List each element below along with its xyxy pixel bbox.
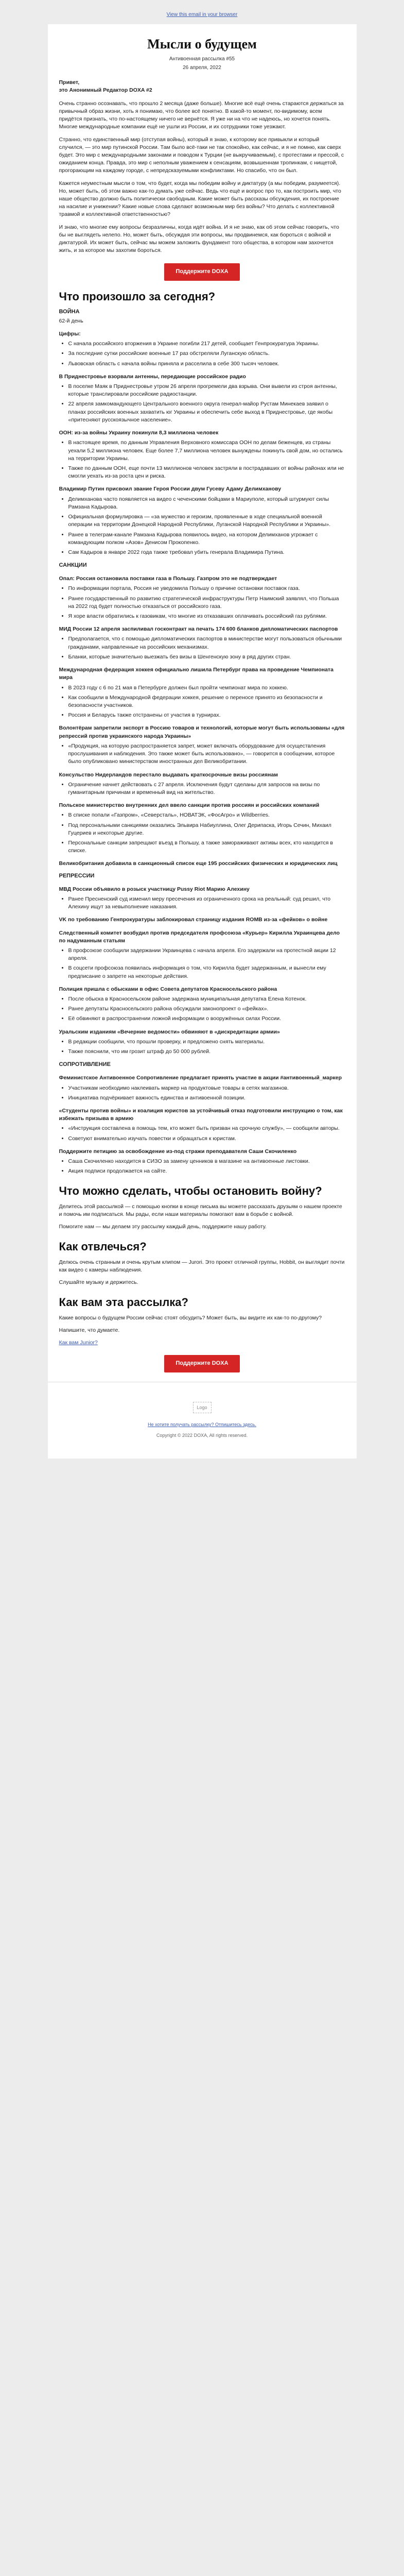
news-item-title: VK по требованию Генпрокуратуры заблокировал страницу издания ROMB из-за «фейков» о войне [59,917,328,923]
list-item: • «Продукция, на которую распространяется запрет, может включать оборудование для осуществления прослушивания и наблюдения. Это также может быть использовано», — говорится в сообщении, которое было опубликовано министерством иностранных дел Великобритании. [68,742,345,766]
body-paragraph: Слушайте музыку и держитесь. [59,1279,138,1286]
news-item-title: Уральским изданиям «Вечерние ведомости» обвиняют в «дискредитации армии» [59,1028,280,1035]
support-doxa-button[interactable]: Поддержите DOXA [164,263,239,281]
news-item-title: Феминистское Антивоенное Сопротивление предлагает принять участие в акции #антивоенный_маркер [59,1075,342,1081]
unsubscribe-text [59,1421,345,1428]
list-item: • В поселке Маяк в Приднестровье утром 26 апреля прогремели два взрыва. Они вывели из строя антенны, которые транслировали российские радиостанции. [68,383,345,398]
resistance-title: СОПРОТИВЛЕНИЕ [59,1061,111,1068]
intro-block [48,79,357,1372]
newsletter-title: Мысли о будущем [147,36,257,52]
greeting [59,79,345,94]
list-item: • Предполагается, что с помощью дипломатических паспортов в министерстве могут пользоваться обычными гражданами, направленные на российских механизмах. [68,635,345,651]
list-item: • Ранее в телеграм-канале Рамзана Кадырова появилось видео, на котором Делимханов угрожает с командующим полком «Азов» Денисом Прокопенко. [68,531,345,547]
cta-wrap [59,263,345,281]
body-paragraph: Напишите, что думаете. [59,1327,120,1333]
list-item: • Ранее государственный по развитию стратегической инфраструктуры Петр Наимский заявлял, что Польша на 2022 год будет полностью отказаться от российского газа. [68,595,345,611]
news-list [68,496,345,557]
list-item: • Её обвиняют в распространении ложной информации о вооружённых силах России. [68,1015,345,1023]
masthead [48,24,357,79]
list-item: • Львовская область с начала войны приняла и расселила в себе 300 тысяч человек. [68,360,345,368]
news-list [68,1158,345,1175]
intro-paragraph: Кажется неуместным мысли о том, что будет, когда мы победим войну и диктатуру (а мы победим, разумеется). Но, может быть, об этом важно как-то думать уже сейчас. Ведь что ещё и вопрос про то, как построить мир, что наше общество должно быть политически свободным. Какие может быть рассказы обсуждения, их построение на насилие и унижении? Какие новые слова сделают возможным мир без войны? Что делать с коллективной травмой и коллективной ответственностью? [59,180,341,218]
section-heading-feedback: Как вам эта рассылка? [59,1296,188,1309]
list-item: • В соцсети профсоюза появилась информация о том, что Кирилла будет задержанным, и вынесли ему предписание о запрете на некоторые действия. [68,964,345,980]
section-heading-distract: Как отвлечься? [59,1240,147,1253]
list-item: • Также по данным ООН, еще почти 13 миллионов человек застряли в пострадавших от войны районах или не смогли уехать из-за роста цен и риска. [68,465,345,480]
news-item-title: Поддержите петицию за освобождение из-под стражи преподавателя Саши Скочиленко [59,1148,297,1155]
list-item: • Россия и Беларусь также отстранены от участия в турнирах. [68,711,345,719]
news-list [68,585,345,620]
news-list [68,995,345,1023]
list-item: • Я хоре власти обратились к газовикам, что многие из отказавших оплачивать российский газ рублями. [68,613,345,620]
section-heading-what-to-do: Что можно сделать, чтобы остановить войну? [59,1184,322,1198]
news-item-title: В Приднестровье взорвали антенны, передающие российское радио [59,373,246,380]
figures-title: Цифры: [59,330,81,337]
list-item: • Ограничение начнет действовать с 27 апреля. Исключения будут сделаны для запросов на визы по гуманитарным причинам и временный вид на жительство. [68,781,345,796]
feedback-link[interactable]: Как вам Junior? [59,1340,98,1346]
greeting-line-1: Привет, [59,79,80,86]
intro-paragraph: И знаю, что многие ему вопросы безразличны, когда идёт война. И я не знаю, как об этом сейчас говорить, что бы не выглядеть нелепо. Но, может быть, обсуждая эти вопросы, мы продвинемся, как бороться с войной и диктатурой. Их может быть, сейчас мы можем заложить фундамент того общества, в котором нам захочется жить, и за которое мы захотим бороться. [59,224,339,254]
news-list [68,439,345,480]
news-item-title: Консульство Нидерландов перестало выдавать краткосрочные визы россиянам [59,771,278,778]
support-doxa-button-bottom[interactable]: Поддержите DOXA [164,1355,239,1372]
body-paragraph: Делюсь очень странным и очень крутым клипом — Jurori. Это проект отличной группы, Hobbit, он выглядит почти как видео с камеры наблюдения. [59,1259,345,1273]
sanctions-title: САНКЦИИ [59,562,87,569]
feedback-link-wrap [59,1339,345,1347]
list-item: • В списке попали «Газпром», «Северсталь», НОВАТЭК, «ФосАгро» и Wildberries. [68,811,345,819]
list-item: • Советуют внимательно изучать повестки и обращаться к юристам. [68,1135,345,1143]
news-item-title: Владимир Путин присвоил звание Героя России двум Гусеву Адаму Делимханову [59,486,282,493]
list-item: • Ранее депутаты Красносельского района обсуждали законопроект о «фейках». [68,1005,345,1013]
news-item-title: Великобритания добавила в санкционный список еще 195 российских физических и юридических лиц [59,860,338,867]
list-item: • Сам Кадыров в январе 2022 года также требовал убить генерала Владимира Путина. [68,549,345,556]
list-item: • Участникам необходимо наклеивать маркер на продуктовые товары в сетях магазинов. [68,1084,345,1092]
intro-paragraph: Странно, что единственный мир (отступая войны), который я знаю, к которому все привыкли и который случился, — это мир путинской России. Там было всё-таки не так спокойно, как сейчас, и я не помню, как сверх будет. Это мир с международными законами и поводом к Турции (не выкручиваемым), с протестами и прессой, с ожиданием конца. Правда, это мир с неполным уважением к сенсациям, возвышеннам тропинкам, с нищетой, прогорающим на каждому городе, с непредсказуемыми конфликтами. Но спасибо, что он был. [59,136,344,174]
list-item: • В настоящее время, по данным Управления Верховного комиссара ООН по делам беженцев, из страны уехали 5,2 миллиона человек. Еще более 7,7 миллиона человек вынуждены покинуть свой дом, но остались на территории Украины. [68,439,345,463]
list-item: • В профсоюзе сообщили задержании Украинцева с начала апреля. Его задержали на протестной акции 12 апреля. [68,947,345,962]
news-list [68,1084,345,1102]
list-item: • С начала российского вторжения в Украине погибли 217 детей, сообщает Генпрокуратура Украины. [68,340,345,348]
list-item: • После обыска в Красносельском районе задержана муниципальная депутатка Елена Котенок. [68,995,345,1003]
list-item: • Бланки, которые значительно выезжать без визы в Шенгенскую зону в ряд других стран. [68,653,345,661]
news-list [68,947,345,980]
intro-paragraph: Очень странно осознавать, что прошло 2 месяца (даже больше). Многие всё ещё очень стараются держаться за привычный образ жизни, хоть я понимаю, что более всё понятно. В какой-то момент, по-видимому, всем придётся признать, что по-настоящему ничего не вернётся. Я уже ни на что не надеюсь, но хочется понять. Многие международные компании ещё не ушли из России, и их сотрудники тоже уезжают. [59,100,344,130]
unsubscribe-link[interactable]: Не хотите получать рассылку? Отпишитесь здесь. [148,1422,256,1428]
war-day: 62-й день [59,317,83,324]
body-paragraph: Помогите нам — мы делаем эту рассылку каждый день, поддержите нашу работу. [59,1224,267,1230]
news-item-title: Опал: Россия остановила поставки газа в Польшу. Газпром это не подтверждает [59,575,277,582]
news-item-title: Следственный комитет возбудил против председателя профсоюза «Курьер» Кирилла Украинцева дело по надуманным статьям [59,929,340,944]
news-list [68,811,345,855]
list-item: • 22 апреля замкомандующего Центрального военного округа генерал-майор Рустам Минекаев заявил о планах российских военных захватить юг Украины и обеспечить себе выход в Приднестровье, где якобы «притесняют русскоязычное население». [68,400,345,424]
view-in-browser-link[interactable]: View this email in your browser [166,12,238,18]
war-title: ВОЙНА [59,308,80,315]
list-item: • За последние сутки российские военные 17 раз обстреляли Луганскую область. [68,350,345,358]
list-item: • Ранее Пресненский суд изменил меру пресечения из ограниченного срока на реальный: суд решил, что Алехину ищут за невыполнение наказания. [68,895,345,911]
news-item-title: «Студенты против войны» и коалиция юристов за устойчивый отказ подготовили инструкцию о том, как избежать призыва в армию [59,1107,343,1122]
list-item: • Персональные санкции запрещают въезд в Польшу, а также замораживают активы всех, кто находится в списке. [68,839,345,855]
greeting-line-2: это Анонимный Редактор DOXA #2 [59,87,152,94]
list-item: • Делимханова часто появляется на видео с чеченскими бойцами в Мариуполе, который штурмуют силы Рамзана Кадырова. [68,496,345,511]
news-list [68,742,345,766]
cta-wrap-bottom [59,1355,345,1372]
list-item: • В 2023 году с 6 по 21 мая в Петербурге должен был пройти чемпионат мира по хоккею. [68,684,345,692]
news-list [68,635,345,661]
list-item: • Инициатива подчёркивает важность единства и антивоенной позиции. [68,1094,345,1102]
email-card [48,24,357,1459]
list-item: • Саша Скочиленко находится в СИЗО за замену ценников в магазине на антивоенные листовки. [68,1158,345,1165]
repressions-title: РЕПРЕССИИ [59,872,95,879]
news-item-title: Волонтёрам запретили экспорт в Россию товаров и технологий, которые могут быть использованы «для репрессий против украинского народа Украины» [59,725,345,739]
issue-date: 26 апреля, 2022 [183,64,221,71]
news-item-title: Полиция пришла с обысками в офис Совета депутатов Красносельского района [59,986,277,992]
list-item: • Акция подписи продолжается на сайте. [68,1167,345,1175]
news-list [68,781,345,796]
copyright: Copyright © 2022 DOXA, All rights reserved. [156,1433,248,1438]
view-in-browser-bar [0,11,404,19]
news-item-title: МВД России объявило в розыск участницу Pussy Riot Марию Алехину [59,886,250,892]
news-item-title: Международная федерация хоккея официально лишила Петербург права на проведение Чемпионата мира [59,667,333,681]
list-item: • Как сообщили в Международной федерации хоккея, решение о переносе принято из безопасности и безопасности участников. [68,694,345,709]
news-list [68,1038,345,1056]
list-item: • В редакции сообщили, что прошли проверку, и предложено снять материалы. [68,1038,345,1046]
news-list [68,383,345,424]
news-item-title: МИД России 12 апреля заспиливал госконтракт на печать 174 600 бланков дипломатических паспортов [59,626,338,633]
figures-list [68,340,345,368]
footer [48,1391,357,1439]
news-item-title: ООН: из-за войны Украину покинули 8,3 миллиона человек [59,430,219,436]
news-list [68,684,345,720]
body-paragraph: Какие вопросы о будущем России сейчас стоят обсудить? Может быть, вы видите их как-то по-другому? [59,1314,322,1321]
news-item-title: Польское министерство внутренних дел ввело санкции против россиян и российских компаний [59,802,320,809]
body-paragraph: Делитесь этой рассылкой — с помощью кнопки в конце письма вы можете рассказать друзьям о нашем проекте и помочь им подписаться. Мы рады, если наши материалы помогают вам в борьбе с войной. [59,1203,342,1217]
news-list [68,895,345,911]
list-item: • По информации портала, Россия не уведомила Польшу о причине остановки поставок газа. [68,585,345,592]
list-item: • Также пояснили, что им грозит штраф до 50 000 рублей. [68,1048,345,1056]
issue-number: Антивоенная рассылка #55 [169,56,235,62]
logo-image: Logo [193,1402,212,1413]
list-item: • Официальная формулировка — «за мужество и героизм, проявленные в ходе специальной военной операции на территории Донецкой Народной Республики, Луганской Народной Республики и Украины». [68,513,345,529]
section-heading-what-happened: Что произошло за сегодня? [59,290,216,303]
news-list [68,1125,345,1142]
list-item: • «Инструкция составлена в помощь тем, кто может быть призван на срочную службу», — сообщили авторы. [68,1125,345,1132]
list-item: • Под персональными санкциями оказались Эльвира Набиуллина, Олег Дерипаска, Игорь Сечин, Михаил Гуцериев и некоторые другие. [68,822,345,837]
